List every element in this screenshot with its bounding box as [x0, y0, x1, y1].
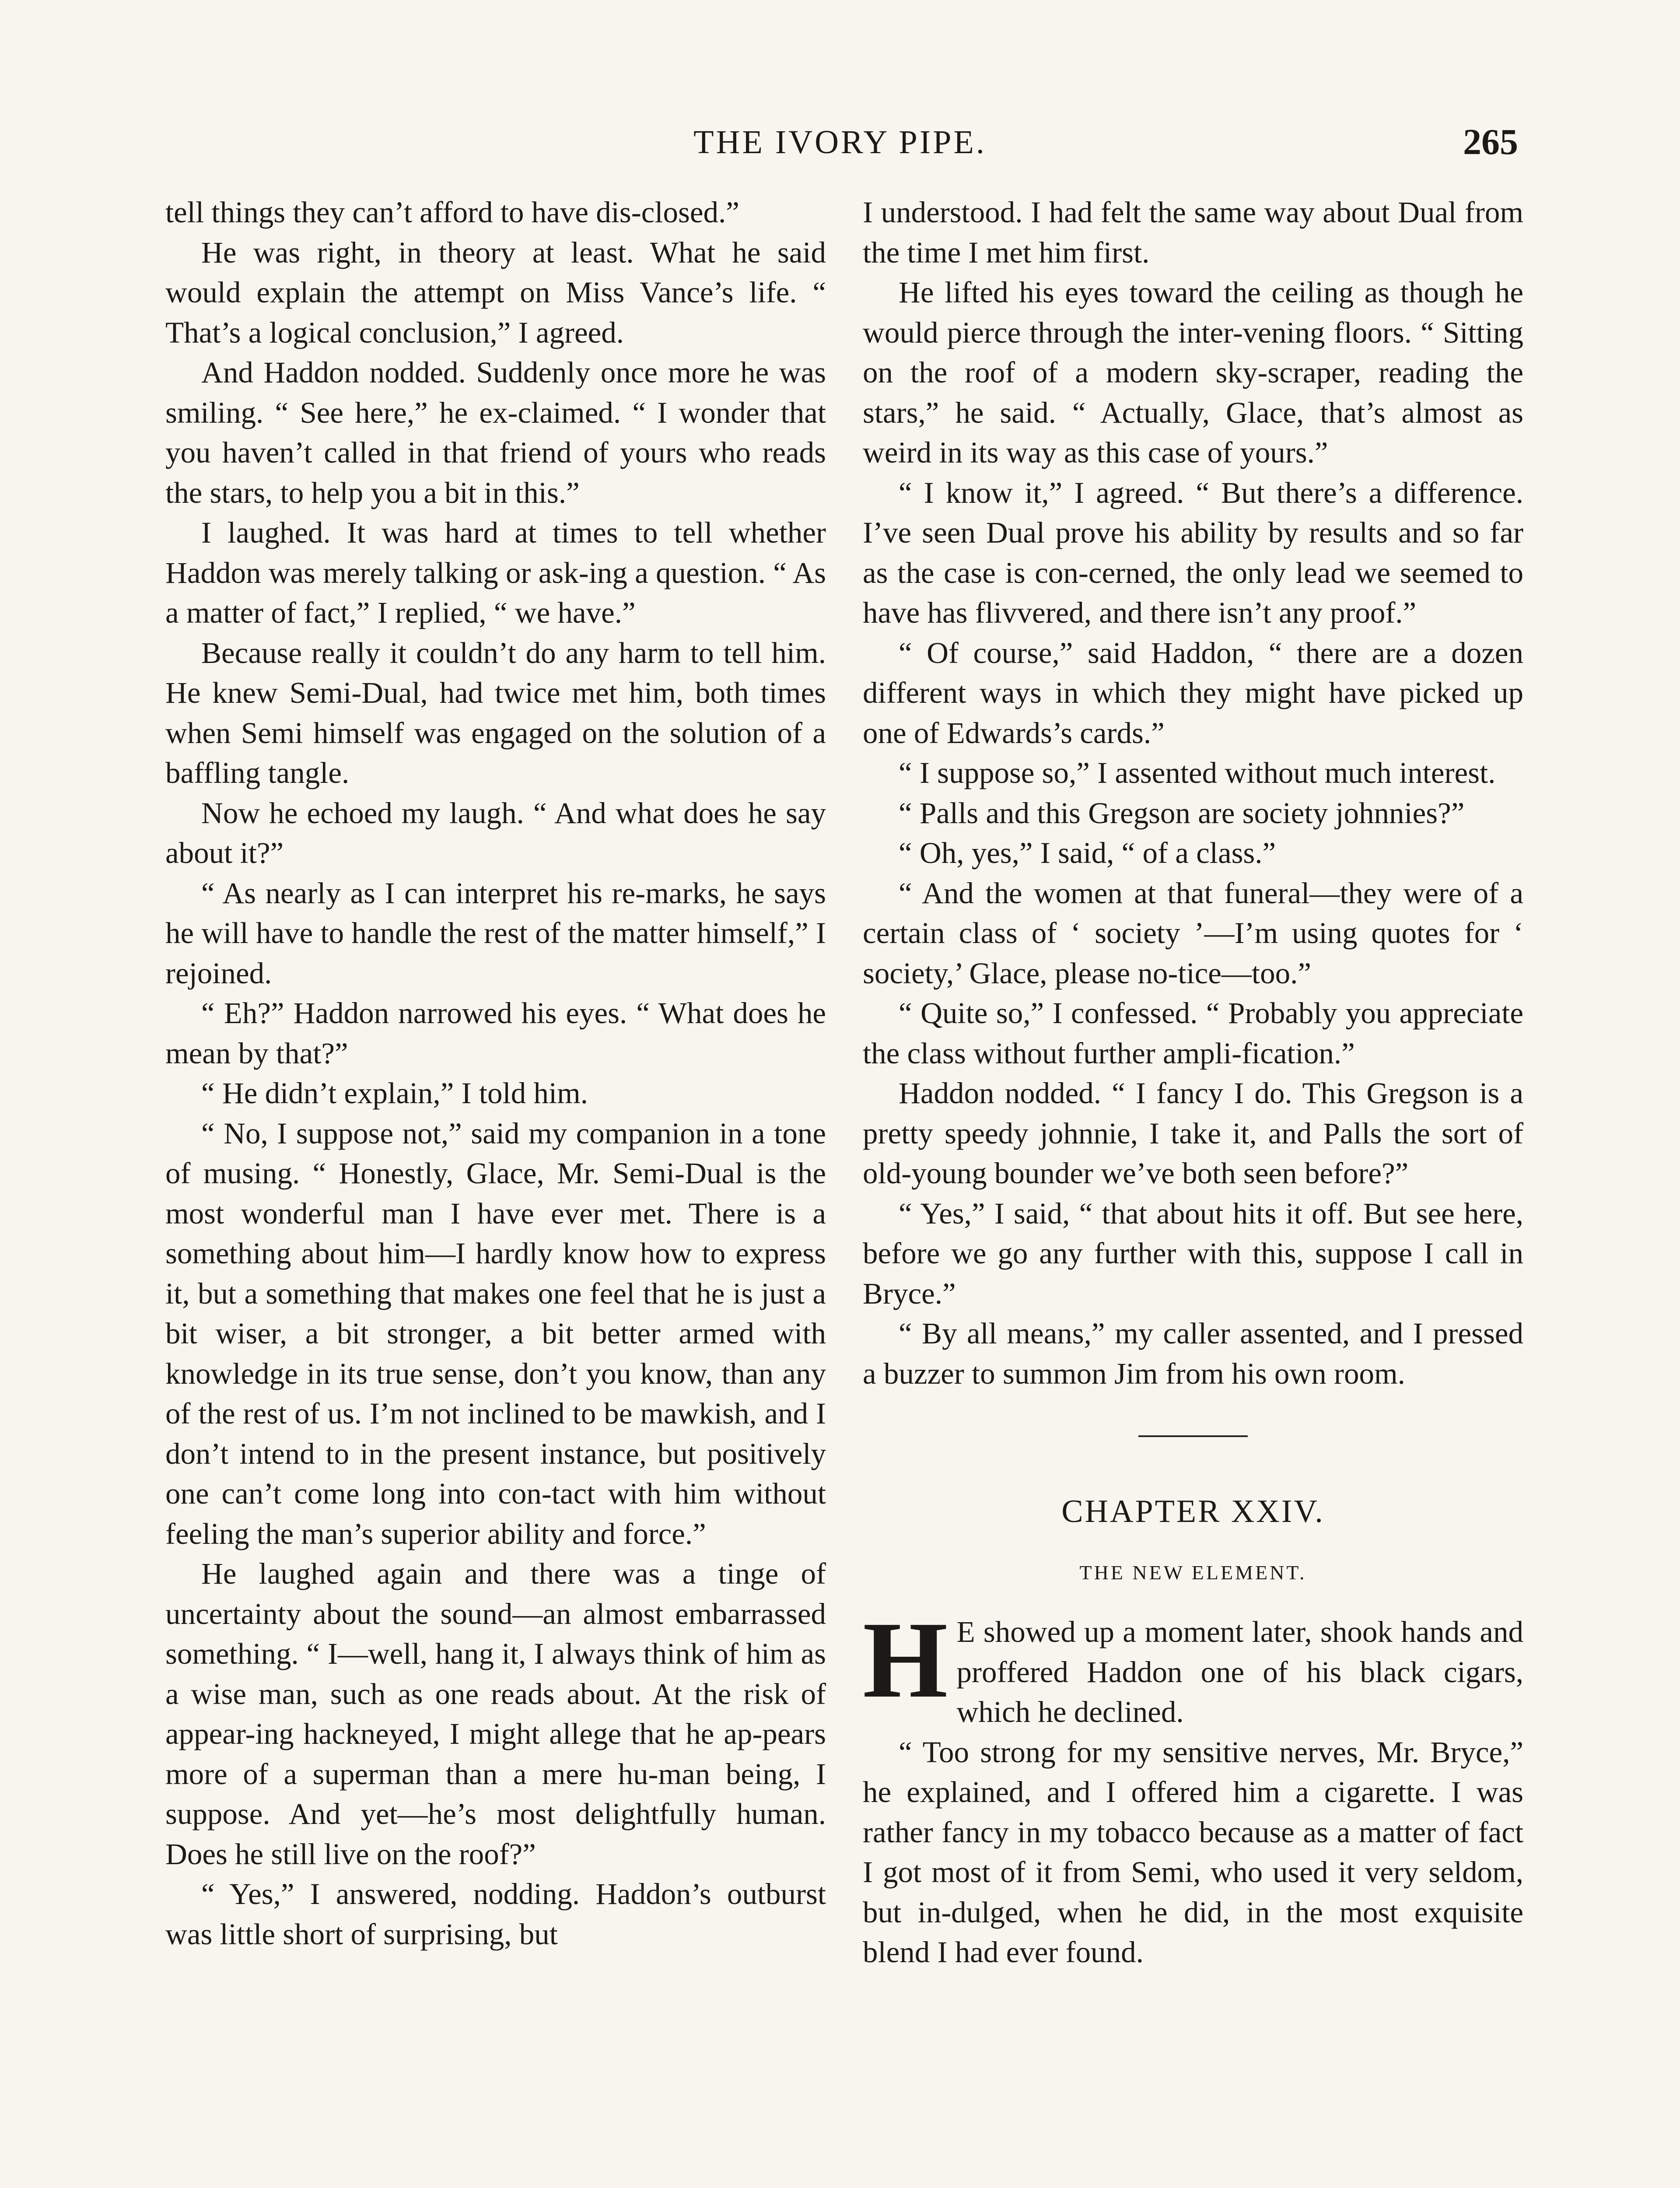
- paragraph: “ Yes,” I answered, nodding. Haddon’s outburst was little short of surprising, but: [165, 1877, 826, 1951]
- paragraph: “ I know it,” I agreed. “ But there’s a difference. I’ve seen Dual prove his ability by results and so far as the case is con-cerned, the only lead we seemed to have has flivvered, and there isn’t any proof.”: [863, 476, 1523, 629]
- paragraph: “ Oh, yes,” I said, “ of a class.”: [899, 836, 1276, 870]
- right-column: [863, 193, 1523, 1973]
- chapter-subtitle: THE NEW ELEMENT.: [1079, 1561, 1307, 1584]
- opening-text: E showed up a moment later, shook hands and proffered Haddon one of his black cigars, which he declined.: [956, 1615, 1523, 1729]
- paragraph: I understood. I had felt the same way about Dual from the time I met him first.: [863, 196, 1523, 269]
- paragraph: Now he echoed my laugh. “ And what does he say about it?”: [165, 796, 826, 870]
- paragraph: tell things they can’t afford to have dis-closed.”: [165, 196, 739, 229]
- paragraph: “ He didn’t explain,” I told him.: [201, 1076, 588, 1110]
- chapter-title: CHAPTER XXIV.: [1061, 1494, 1325, 1529]
- paragraph: “ No, I suppose not,” said my companion in a tone of musing. “ Honestly, Glace, Mr. Semi-Dual is the most wonderful man I have ever met. There is a something about him—I hardly know how to express it, but a something that makes one feel that he is just a bit wiser, a bit stronger, a bit better armed with knowledge in its true sense, don’t you know, than any of the rest of us. I’m not inclined to be mawkish, and I don’t intend to in the present instance, but positively one can’t come long into con-tact with him without feeling the man’s superior ability and force.”: [165, 1116, 826, 1550]
- left-column: [165, 193, 826, 1954]
- paragraph: “ Quite so,” I confessed. “ Probably you appreciate the class without further ampli-fication.”: [863, 996, 1523, 1070]
- chapter-opening-paragraph: [863, 1599, 1523, 1732]
- paragraph: Because really it couldn’t do any harm to tell him. He knew Semi-Dual, had twice met him, both times when Semi himself was engaged on the solution of a baffling tangle.: [165, 636, 826, 789]
- paragraph: He laughed again and there was a tinge of uncertainty about the sound—an almost embarrassed something. “ I—well, hang it, I always think of him as a wise man, such as one reads about. At the risk of appear-ing hackneyed, I might allege that he ap-pears more of a superman than a mere hu-man being, I suppose. And yet—he’s most delightfully human. Does he still live on the roof?”: [165, 1557, 826, 1871]
- drop-cap: H: [863, 1599, 948, 1721]
- paragraph: “ I suppose so,” I assented without much interest.: [899, 756, 1496, 789]
- paragraph: He lifted his eyes toward the ceiling as though he would pierce through the inter-vening floors. “ Sitting on the roof of a modern sky-scraper, reading the stars,” he said. “ Actually, Glace, that’s almost as weird in its way as this case of yours.”: [863, 276, 1523, 469]
- running-title: THE IVORY PIPE.: [693, 124, 987, 161]
- paragraph: “ By all means,” my caller assented, and I pressed a buzzer to summon Jim from his own room.: [863, 1317, 1523, 1390]
- paragraph: “ Of course,” said Haddon, “ there are a dozen different ways in which they might have picked up one of Edwards’s cards.”: [863, 636, 1523, 750]
- paragraph: “ Yes,” I said, “ that about hits it off. But see here, before we go any further with this, suppose I call in Bryce.”: [863, 1196, 1523, 1310]
- paragraph: He was right, in theory at least. What he said would explain the attempt on Miss Vance’s life. “ That’s a logical conclusion,” I agreed.: [165, 235, 826, 349]
- paragraph: “ And the women at that funeral—they were of a certain class of ‘ society ’—I’m using quotes for ‘ society,’ Glace, please no-tice—too.”: [863, 876, 1523, 990]
- page-number: 265: [1463, 122, 1518, 162]
- paragraph: Haddon nodded. “ I fancy I do. This Gregson is a pretty speedy johnnie, I take it, and Palls the sort of old-young bounder we’ve both seen before?”: [863, 1076, 1523, 1190]
- paragraph: “ Eh?” Haddon narrowed his eyes. “ What does he mean by that?”: [165, 996, 826, 1070]
- paragraph: And Haddon nodded. Suddenly once more he was smiling. “ See here,” he ex-claimed. “ I wonder that you haven’t called in that friend of yours who reads the stars, to help you a bit in this.”: [165, 356, 826, 509]
- paragraph: “ Too strong for my sensitive nerves, Mr. Bryce,” he explained, and I offered him a cigarette. I was rather fancy in my tobacco because as a matter of fact I got most of it from Semi, who used it very seldom, but in-dulged, when he did, in the most exquisite blend I had ever found.: [863, 1735, 1523, 1969]
- page-header: [0, 118, 1680, 166]
- paragraph: I laughed. It was hard at times to tell whether Haddon was merely talking or ask-ing a question. “ As a matter of fact,” I replied, “ we have.”: [165, 516, 826, 629]
- paragraph: “ As nearly as I can interpret his re-marks, he says he will have to handle the rest of the matter himself,” I rejoined.: [165, 876, 826, 990]
- chapter-divider: [1138, 1435, 1248, 1437]
- paragraph: “ Palls and this Gregson are society johnnies?”: [899, 796, 1465, 830]
